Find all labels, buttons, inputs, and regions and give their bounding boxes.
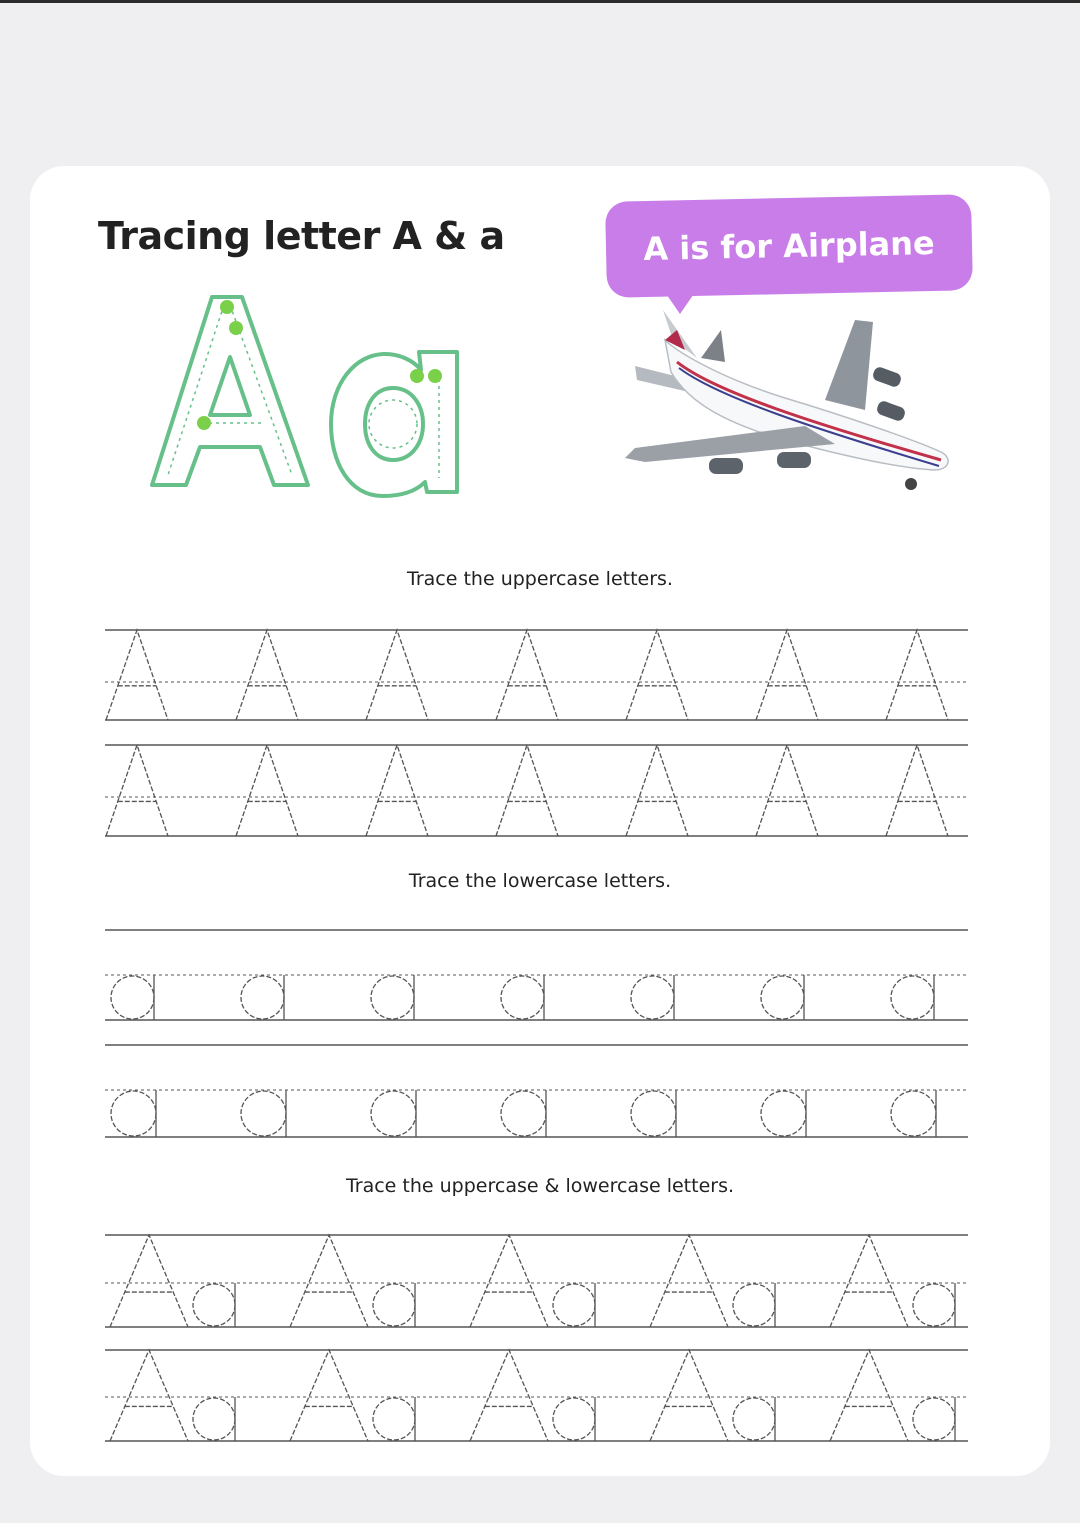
trace-letter-a-bowl <box>193 1398 235 1440</box>
trace-letter-A <box>106 745 168 836</box>
trace-letter-a-bowl <box>193 1284 235 1326</box>
worksheet-title: Tracing letter A & a <box>98 214 505 258</box>
trace-letter-a-bowl <box>733 1284 775 1326</box>
instruction-mixed: Trace the uppercase & lowercase letters. <box>345 1175 735 1197</box>
trace-letter-a-bowl <box>371 976 414 1019</box>
trace-letter-A <box>236 630 298 720</box>
instruction-uppercase: Trace the uppercase letters. <box>407 568 673 590</box>
trace-letter-a-bowl <box>241 1091 286 1136</box>
trace-letter-a-bowl <box>241 976 284 1019</box>
trace-letter-A <box>106 630 168 720</box>
trace-letter-a-bowl <box>891 976 934 1019</box>
trace-letter-A <box>110 1235 188 1327</box>
instruction-lowercase: Trace the lowercase letters. <box>408 870 672 892</box>
trace-letter-A <box>470 1350 548 1441</box>
trace-letter-a-bowl <box>373 1284 415 1326</box>
trace-letter-A <box>496 745 558 836</box>
trace-letter-A <box>110 1350 188 1441</box>
trace-letter-a-bowl <box>913 1398 955 1440</box>
trace-letter-a-bowl <box>891 1091 936 1136</box>
trace-letter-A <box>366 630 428 720</box>
trace-letter-a-bowl <box>371 1091 416 1136</box>
trace-letter-a-bowl <box>501 976 544 1019</box>
trace-letter-A <box>626 745 688 836</box>
trace-letter-a-bowl <box>631 976 674 1019</box>
trace-letter-a-bowl <box>733 1398 775 1440</box>
trace-letter-a-bowl <box>913 1284 955 1326</box>
trace-letter-A <box>886 630 948 720</box>
speech-bubble-text: A is for Airplane <box>642 223 936 269</box>
trace-letter-A <box>650 1235 728 1327</box>
trace-letter-a-bowl <box>761 1091 806 1136</box>
trace-letter-A <box>236 745 298 836</box>
trace-letter-A <box>650 1350 728 1441</box>
trace-letter-a-bowl <box>553 1398 595 1440</box>
trace-letter-A <box>290 1350 368 1441</box>
trace-letter-a-bowl <box>373 1398 415 1440</box>
trace-letter-A <box>366 745 428 836</box>
trace-letter-a-bowl <box>631 1091 676 1136</box>
trace-letter-a-bowl <box>553 1284 595 1326</box>
trace-letter-A <box>290 1235 368 1327</box>
trace-letter-A <box>496 630 558 720</box>
trace-letter-a-bowl <box>111 1091 156 1136</box>
trace-letter-A <box>830 1350 908 1441</box>
trace-letter-A <box>626 630 688 720</box>
trace-letter-A <box>886 745 948 836</box>
trace-letter-a-bowl <box>761 976 804 1019</box>
trace-letter-a-bowl <box>111 976 154 1019</box>
trace-letter-A <box>756 630 818 720</box>
trace-letter-A <box>470 1235 548 1327</box>
trace-letter-a-bowl <box>501 1091 546 1136</box>
trace-letter-A <box>756 745 818 836</box>
trace-letter-A <box>830 1235 908 1327</box>
